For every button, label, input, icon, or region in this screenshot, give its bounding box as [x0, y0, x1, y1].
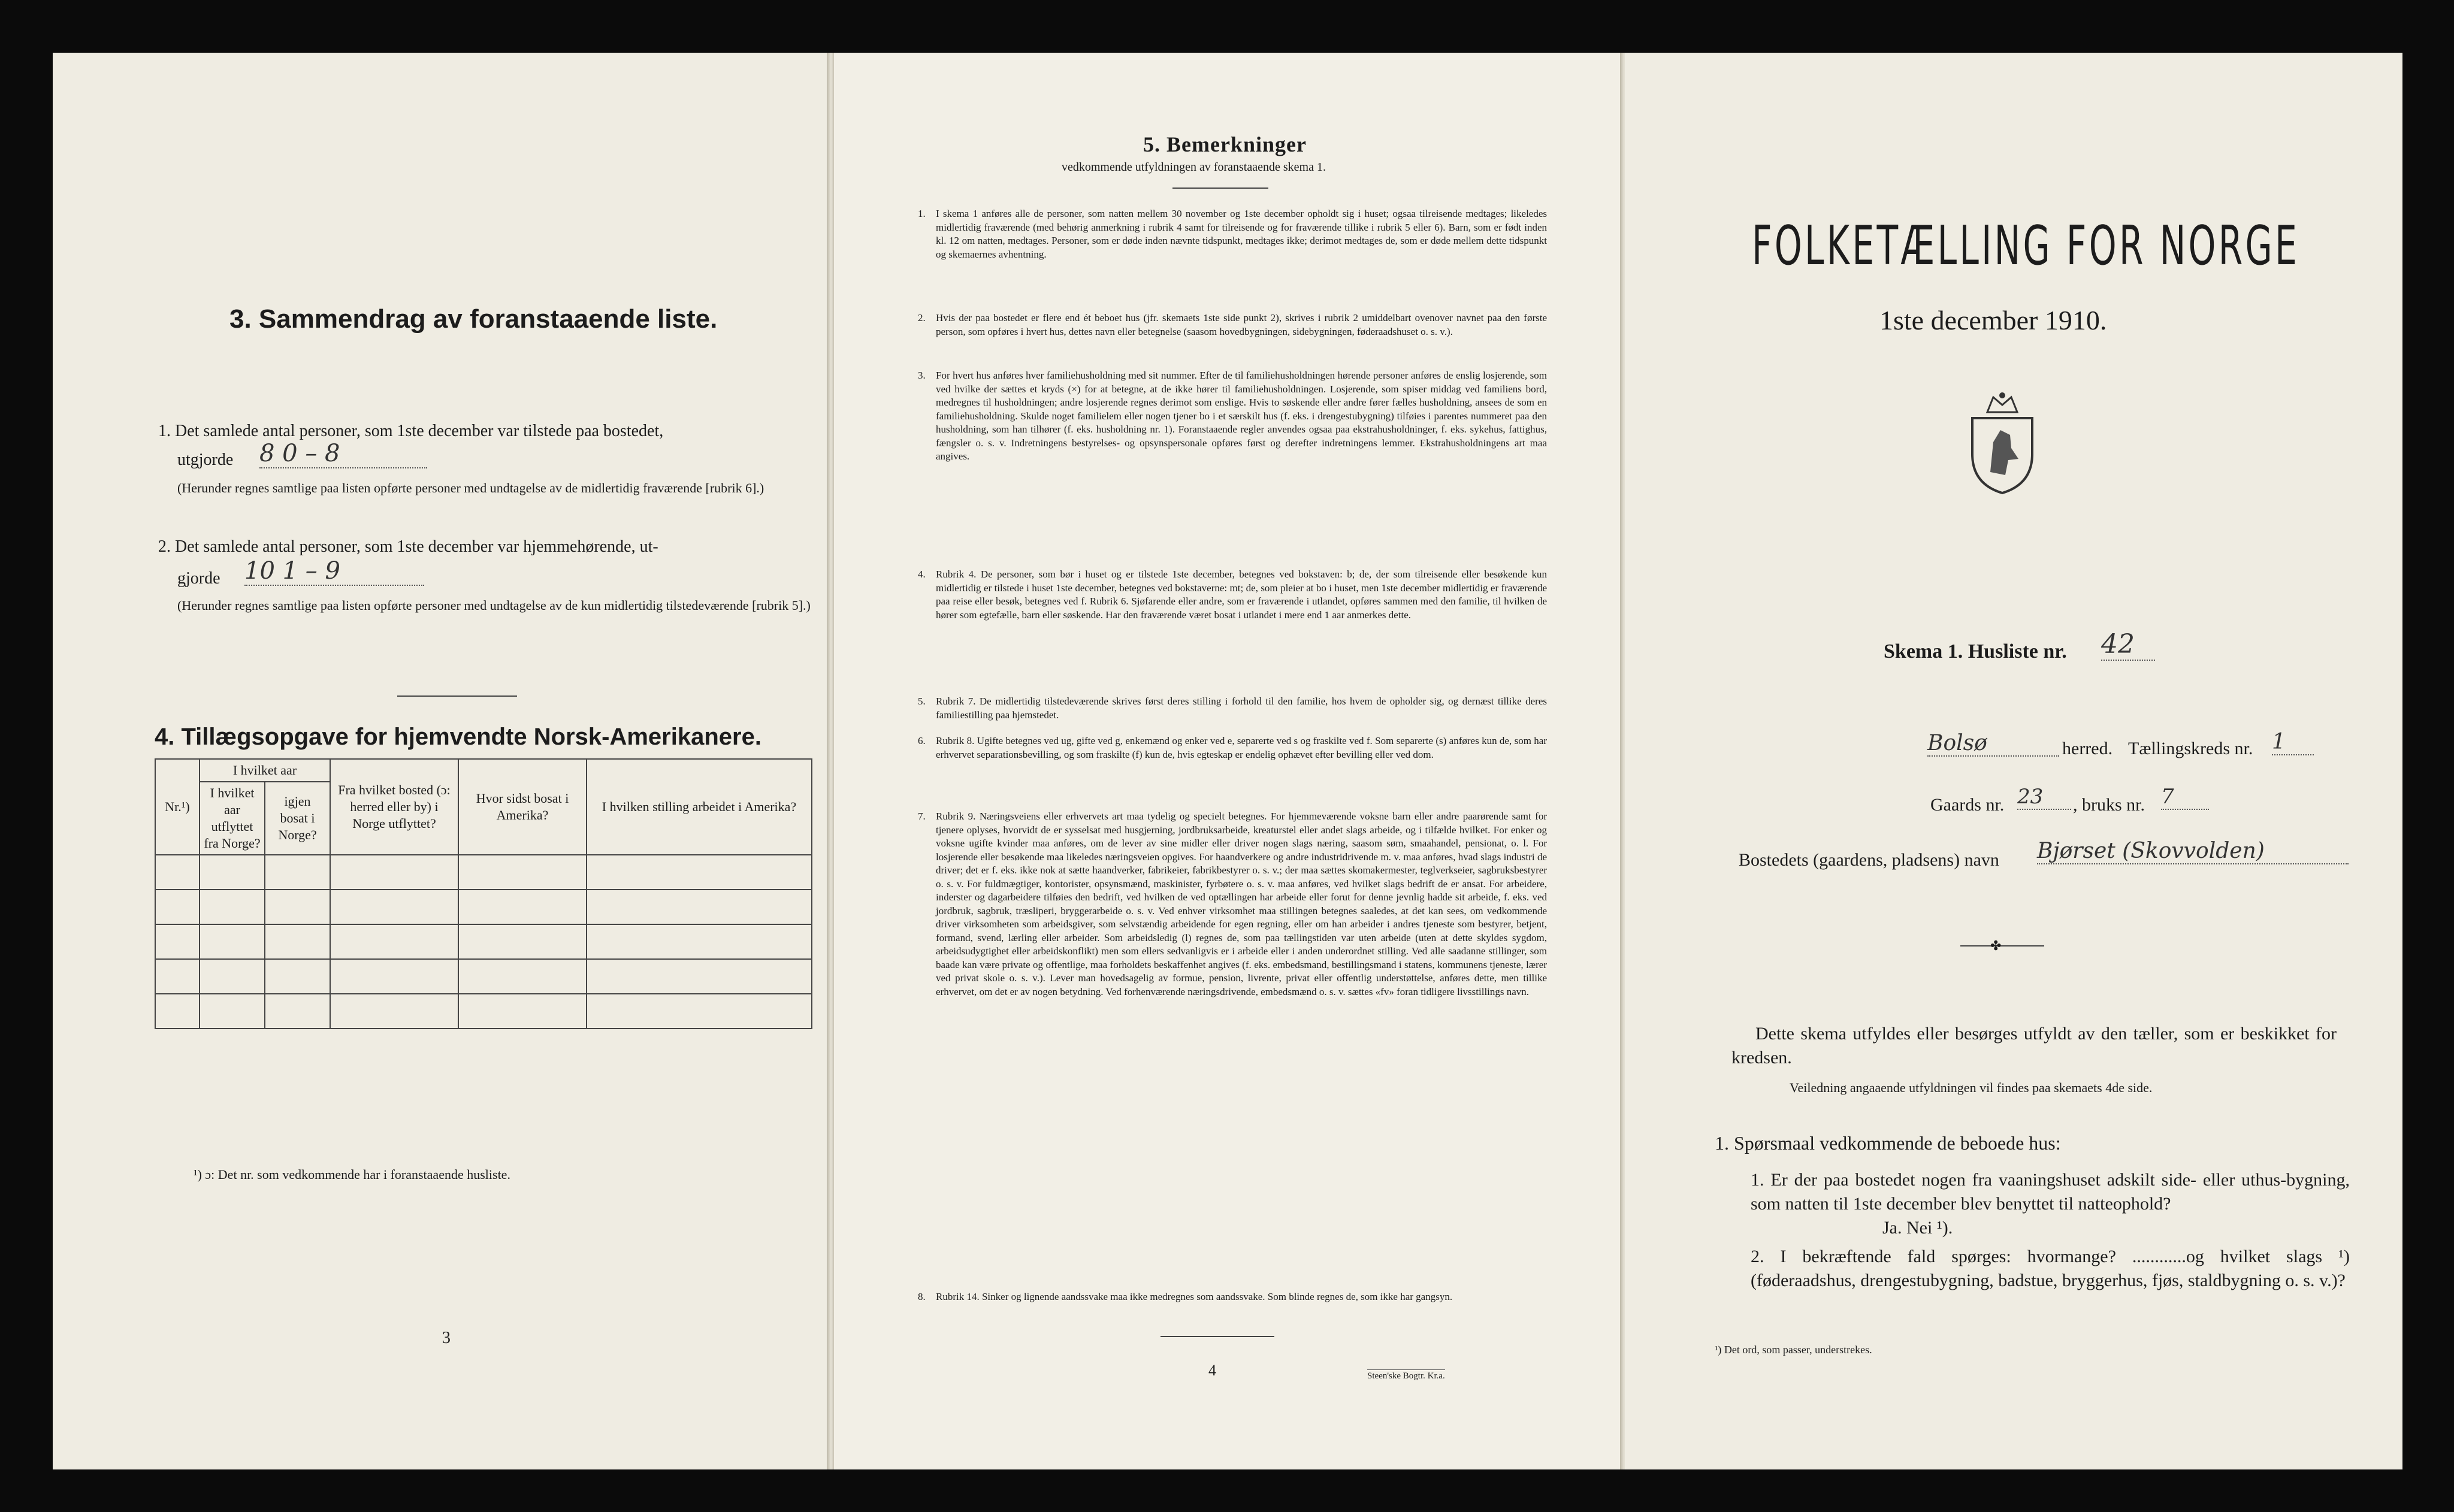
- page-number: 4: [1208, 1362, 1216, 1379]
- remarks-title: 5. Bemerkninger: [1143, 132, 1307, 156]
- kreds-value: 1: [2272, 730, 2314, 755]
- remark-6: 6. Rubrik 8. Ugifte betegnes ved ug, gifte ved g, enkemænd og enker ved e, separerte ved s og fraskilte ved f. Som separerte (s) anføres kun de, som har erhvervet separationsbevilling, og som fraskilte (f) kun de, hvis egteskap er endelig ophævet efter bevilling eller ved dom.: [918, 735, 1547, 760]
- item2-utgjorde-label: gjorde: [177, 569, 220, 588]
- remark-1: 1. I skema 1 anføres alle de personer, som natten mellem 30 november og 1ste december opholdt sig i huset; ogsaa tilreisende medtages; likeledes midlertidig fraværende (med behørig anmerkning i rubrik 4 samt for tilreisende og for fraværende tillike i rubrik 5 eller 6). Barn, som er født inden kl. 12 om natten, medtages. Personer, som er døde inden nævnte tidspunkt, medtages ikke; derimot medtages de, som er døde mellem dette tidspunkt og skemaernes avhentning.: [918, 208, 1547, 260]
- page-right: [1625, 53, 2402, 1469]
- section4-title: 4. Tillægsopgave for hjemvendte Norsk-Amerikanere.: [155, 724, 761, 750]
- gaards-label: Gaards nr.: [1930, 795, 2005, 815]
- col-group-aar: I hvilket aar: [200, 759, 330, 782]
- page-left: [53, 53, 827, 1469]
- printer-mark: Steen'ske Bogtr. Kr.a.: [1367, 1369, 1445, 1381]
- footnote: ¹) ɔ: Det nr. som vedkommende har i foranstaaende husliste.: [194, 1167, 510, 1182]
- item2-note: (Herunder regnes samtlige paa listen opførte personer med undtagelse av de kun midlertidig tilstedeværende [rubrik 5].): [177, 598, 811, 613]
- bruks-label: , bruks nr.: [2073, 795, 2145, 815]
- table-row: [155, 959, 812, 994]
- col-stilling: I hvilken stilling arbeidet i Amerika?: [587, 759, 812, 855]
- instruction-note: Veiledning angaaende utfyldningen vil findes paa skemaets 4de side.: [1790, 1080, 2153, 1095]
- item1-note: (Herunder regnes samtlige paa listen opførte personer med undtagelse av de midlertidig fraværende [rubrik 6].): [177, 480, 764, 495]
- table-row: [155, 924, 812, 959]
- item1-text: 1. Det samlede antal personer, som 1ste december var tilstede paa bostedet,: [158, 422, 664, 440]
- col-fra-bosted: Fra hvilket bosted (ɔ: herred eller by) i Norge utflyttet?: [330, 759, 458, 855]
- census-title: FOLKETÆLLING FOR NORGE: [1752, 214, 2300, 277]
- table-row: [155, 994, 812, 1029]
- gaards-value: 23: [2017, 785, 2071, 810]
- col-sidst-bosat: Hvor sidst bosat i Amerika?: [458, 759, 587, 855]
- divider: [1960, 945, 2044, 946]
- footnote: ¹) Det ord, som passer, understrekes.: [1715, 1344, 1872, 1356]
- remarks-subtitle: vedkommende utfyldningen av foranstaaende skema 1.: [1062, 161, 1326, 174]
- schema-label: Skema 1. Husliste nr.: [1884, 640, 2067, 663]
- col-utflyttet: I hvilket aar utflyttet fra Norge?: [200, 782, 265, 855]
- remark-8: 8. Rubrik 14. Sinker og lignende aandssvake maa ikke medregnes som aandssvake. Som blinde regnes de, som ikke har gangsyn.: [918, 1291, 1453, 1302]
- norsk-amerikanere-table: [155, 758, 812, 1029]
- col-nr: Nr.¹): [155, 759, 200, 855]
- bruks-value: 7: [2161, 785, 2209, 810]
- page-middle: [834, 53, 1622, 1469]
- remark-4: 4. Rubrik 4. De personer, som bør i huset og er tilstede 1ste december, betegnes ved bokstaven: b; de, der som tilreisende eller besøkende kun midlertidig er tilstede i huset 1ste december, betegnes ved bokstaverne: mt; de, som pleier at bo i huset, men 1ste december midlertidig er fraværende paa reise eller besøk, betegnes ved f. Rubrik 6. Sjøfarende eller andre, som er fraværende i utlandet, opføres sammen med den familie, til hvilken de hører som egtefælle, barn eller søskende. Har den fraværende været bosat i utlandet i mere end 1 aar anmerkes dette.: [918, 568, 1547, 621]
- norwegian-coat-of-arms-icon: [1963, 388, 2041, 496]
- section3-title: 3. Sammendrag av foranstaaende liste.: [229, 304, 718, 334]
- item1-handwritten-count: 8 0 – 8: [259, 440, 427, 468]
- husliste-number: 42: [2101, 629, 2155, 661]
- divider: [1160, 1336, 1274, 1337]
- question-1: 1. Er der paa bostedet nogen fra vaaningshuset adskilt side- eller uthus-bygning, som natten til 1ste december blev benyttet til natteophold?: [1751, 1170, 2350, 1214]
- col-igjen-bosat: igjen bosat i Norge?: [265, 782, 330, 855]
- census-date: 1ste december 1910.: [1879, 305, 2107, 335]
- instruction: Dette skema utfyldes eller besørges utfyldt av den tæller, som er beskikket for kredsen.: [1731, 1024, 2337, 1068]
- bosted-value: Bjørset (Skovvolden): [2037, 839, 2349, 864]
- item2-text: 2. Det samlede antal personer, som 1ste december var hjemmehørende, ut-: [158, 537, 658, 556]
- item1-utgjorde-label: utgjorde: [177, 450, 234, 469]
- bosted-label: Bostedets (gaardens, pladsens) navn: [1739, 850, 1999, 870]
- question-1-answer: Ja. Nei ¹).: [1882, 1218, 1953, 1238]
- table-row: [155, 855, 812, 890]
- page-number: 3: [442, 1329, 451, 1347]
- question-2: 2. I bekræftende fald spørges: hvormange? ............og hvilket slags ¹) (føderaadshus, drengestubygning, badstue, bryggerhus, fjøs, staldbygning o. s. v.)?: [1751, 1247, 2350, 1290]
- table-row: [155, 890, 812, 924]
- divider: [397, 695, 517, 697]
- kreds-label: Tællingskreds nr.: [2128, 739, 2253, 758]
- remark-2: 2. Hvis der paa bostedet er flere end ét beboet hus (jfr. skemaets 1ste side punkt 2), skrives i rubrik 2 umiddelbart ovenover navnet paa den første person, som opføres i hvert hus, dettes navn eller betegnelse (saasom hovedbygningen, sidebygningen, føderaadshuset o. s. v.).: [918, 312, 1547, 337]
- remark-5: 5. Rubrik 7. De midlertidig tilstedeværende skrives først deres stilling i forhold til den familie, hos hvem de opholder sig, og dernæst tillike deres familiestilling paa hjemstedet.: [918, 695, 1547, 721]
- questions-header: 1. Spørsmaal vedkommende de beboede hus:: [1715, 1132, 2061, 1154]
- remark-3: 3. For hvert hus anføres hver familiehusholdning med sit nummer. Efter de til familiehusholdningen hørende personer anføres de enslig losjerende, som ved hvilke der sættes et kryds (×) for at betegne, at de ikke hører til familiehusholdningen. Losjerende, som spiser middag ved familiens bord, medregnes til husholdningen; andre losjerende regnes derimot som enslige. Hvis to søskende eller andre fører fælles husholdning, ansees de som en familiehusholdning. Skulde noget familielem eller nogen tjener bo i et særskilt hus (f. eks. i drengestubygning) tilføies i parentes nummeret paa den husholdning, som han tilhører (f. eks. husholdning nr. 1). Foranstaaende regler anvendes ogsaa paa ekstrahusholdninger, f. eks. sykehus, fattighus, fængsler o. s. v. Indretningens bestyrelses- og opsynspersonale opføres først og derefter indretningens lemmer. Ekstrahusholdningens art maa angives.: [918, 370, 1547, 462]
- herred-value: Bolsø: [1927, 731, 2059, 757]
- herred-label: herred.: [2062, 739, 2113, 758]
- remark-7: 7. Rubrik 9. Næringsveiens eller erhvervets art maa tydelig og specielt betegnes. For hjemmeværende voksne barn eller andre paarørende samt for tjenere oplyses, hvorvidt de er sysselsat med husgjerning, jordbruksarbeide, kreaturstel eller andet slags arbeide, og i tilfælde hvilket. For enker og voksne ugifte kvinder maa anføres, om de lever av sine midler eller driver nogen slags næring, saasom søm, smaahandel, pensionat, o. l. For losjerende eller besøkende maa likeledes næringsveien opgives. For haandverkere og andre industridrivende m. v. maa anføres, hvad slags industri de driver; det er f. eks. ikke nok at sætte haandverker, fabrikeier, fabrikbestyrer o. s. v.; der maa sættes skomakermester, teglverkseier, sagbruksbestyrer o. s. v. For fuldmægtiger, kontorister, opsynsmænd, maskinister, fyrbøtere o. s. v. maa anføres, ved hvilket slags bedrift de er ansat. For arbeidere, inderster og dagarbeidere tilføies den bedrift, ved hvilken de ved optællingen har arbeide eller forut for denne jevnlig hadde sit arbeide, f. eks. ved jordbruk, sagbruk, træsliperi, bryggerarbeide o. s. v. Ved enhver virksomhet maa stillingen betegnes saaledes, at det kan sees, om vedkommende driver virksomheten som arbeidsgiver, som selvstændig arbeidende for egen regning, eller om han arbeider i andres tjeneste som bestyrer, betjent, formand, svend, lærling eller arbeider. Som arbeidsledig (l) regnes de, som paa tællingstiden var uten arbeide (uten at dette skyldes sygdom, arbeidsudygtighet eller arbeidskonflikt) men som ellers sedvanligvis er i arbeide eller i anden underordnet stilling. Ved alle saadanne stillinger, som baade kan være private og offentlige, maa forholdets beskaffenhet angives (f. eks. embedsmand, bestillingsmand i statens, kommunens tjeneste, lærer ved privat skole o. s. v.). Lever man hovedsagelig av formue, pension, livrente, privat eller offentlig understøttelse, anføres dette, men tillike erhvervet, om det er av nogen betydning. Ved forhenværende næringsdrivende, embedsmænd o. s. v. sættes «fv» foran tidligere livsstillings navn.: [918, 811, 1547, 997]
- item2-handwritten-count: 10 1 – 9: [244, 557, 424, 586]
- divider: [1172, 188, 1268, 189]
- ornament-icon: ✤: [1990, 938, 2002, 953]
